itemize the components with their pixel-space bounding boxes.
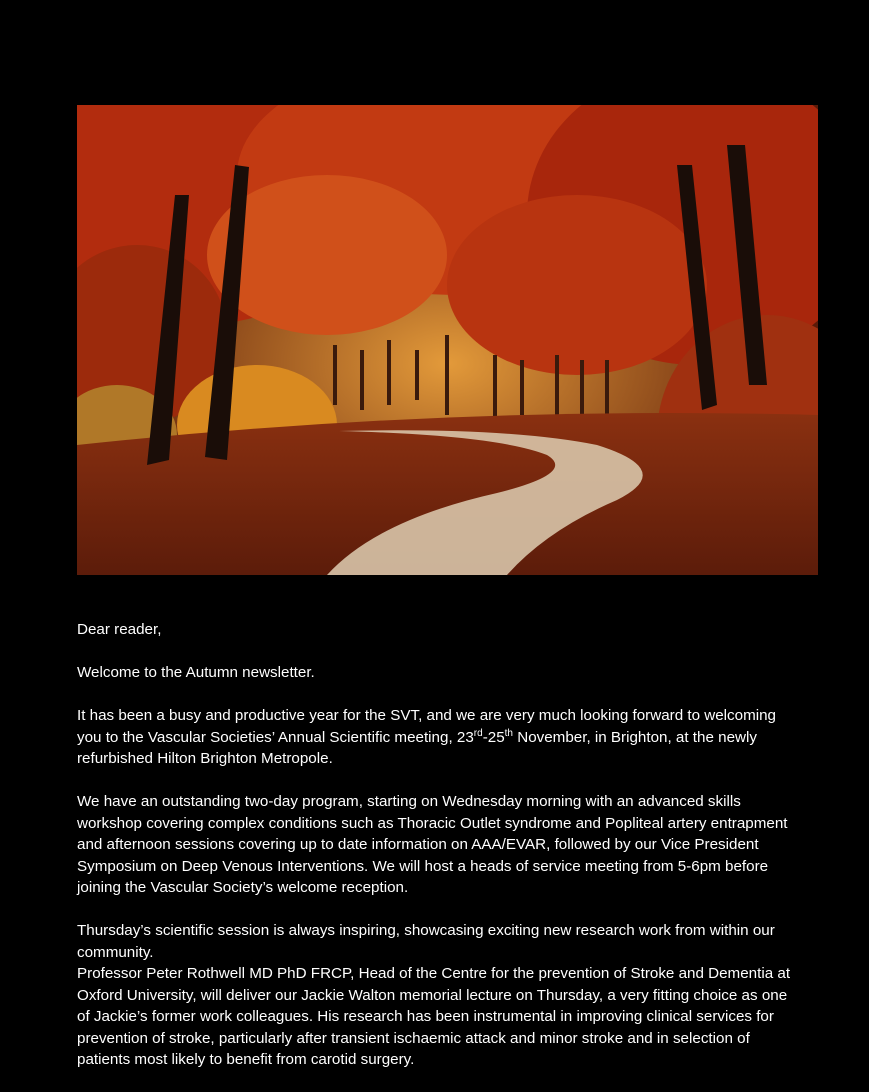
meeting-text: It has been a busy and productive year for the SVT, and we are very much looking forward to welcoming you to the Vascular Societies’ Annual Scientific meeting, 23	[77, 707, 776, 746]
ordinal-th: th	[504, 727, 513, 739]
greeting: Dear reader,	[77, 621, 162, 638]
meeting-location: November, in Brighton, at the newly refurbished Hilton Brighton Metropole.	[77, 728, 757, 767]
date-range: -25	[482, 728, 505, 746]
paragraph-meeting	[77, 705, 802, 770]
autumn-forest-image	[77, 105, 818, 575]
ordinal-rd: rd	[473, 727, 483, 739]
paragraph-program: We have an outstanding two-day program, starting on Wednesday morning with an advanced skills workshop covering complex conditions such as Thoracic Outlet syndrome and Popliteal artery entrapment and afternoon sessions covering up to date information on AAA/EVAR, followed by our Vice President Symposium on Deep Venous Interventions. We will host a heads of service meeting from 5-6pm before joining the Vascular Society’s welcome reception.	[77, 793, 788, 896]
welcome-line: Welcome to the Autumn newsletter.	[77, 664, 315, 681]
paragraph-lecture: Professor Peter Rothwell MD PhD FRCP, Head of the Centre for the prevention of Stroke and Dementia at Oxford University, will deliver our Jackie Walton memorial lecture on Thursday, a very fitting choice as one of Jackie’s former work colleagues. His research has been instrumental in improving clinical services for prevention of stroke, particularly after transient ischaemic attack and minor stroke and in selection of patients most likely to benefit from carotid surgery.	[77, 965, 791, 1068]
paragraph-thursday: Thursday’s scientific session is always inspiring, showcasing exciting new research work from within our community.	[77, 922, 775, 961]
newsletter-letter	[77, 619, 802, 1092]
